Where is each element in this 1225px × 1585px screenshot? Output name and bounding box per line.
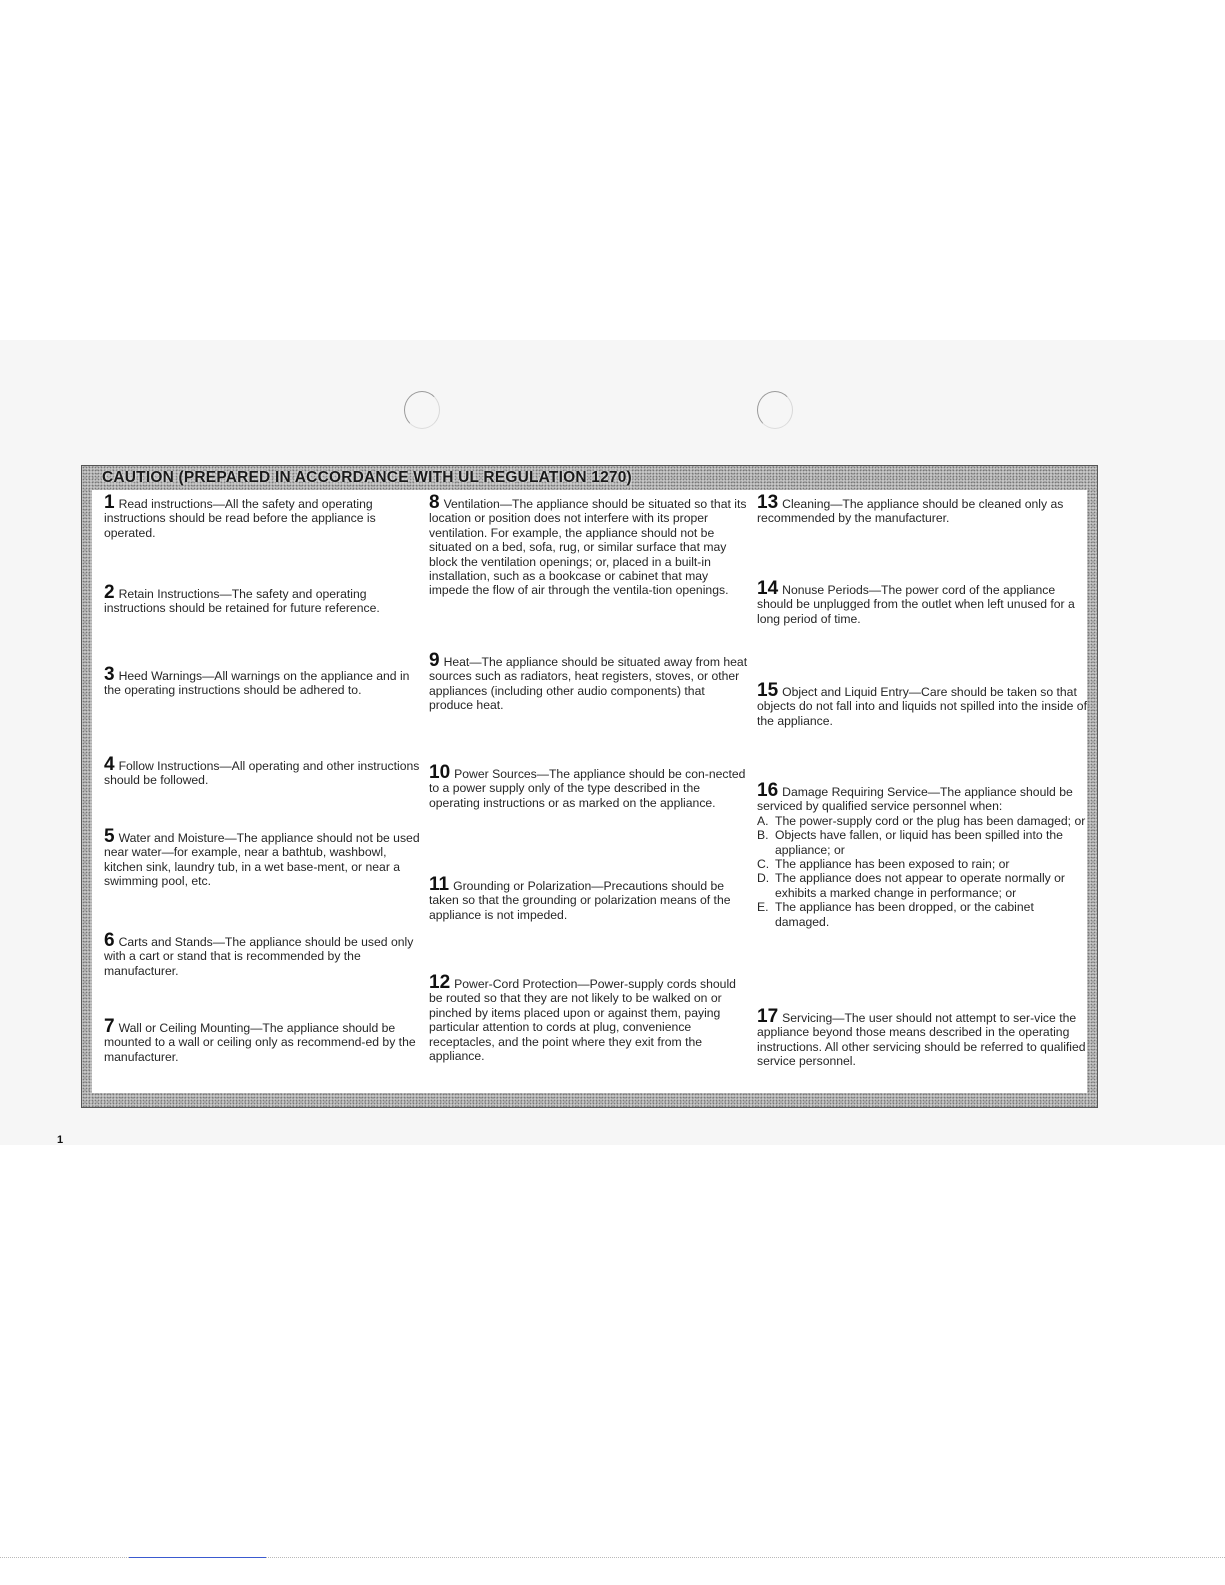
- caution-item-13: [757, 492, 1087, 526]
- item-number: 5: [104, 826, 115, 847]
- item-text: Retain Instructions—The safety and operating instructions should be retained for future reference.: [104, 587, 380, 616]
- subitem-a: [757, 814, 1087, 828]
- subitem-text: Objects have fallen, or liquid has been spilled into the appliance; or: [775, 828, 1063, 857]
- caution-body: [92, 490, 1087, 1093]
- item-number: 12: [429, 972, 451, 993]
- subitem-letter: A.: [757, 813, 769, 828]
- item-text: Damage Requiring Service—The appliance should be serviced by qualified service personnel when:: [757, 785, 1073, 814]
- caution-title: CAUTION (PREPARED IN ACCORDANCE WITH UL REGULATION 1270): [102, 469, 632, 486]
- item-number: 2: [104, 582, 115, 603]
- caution-item-1: [104, 492, 424, 540]
- caution-panel: [81, 465, 1098, 1108]
- page-number: 1: [57, 1134, 64, 1146]
- item-text: Read instructions—All the safety and operating instructions should be read before the appliance is operated.: [104, 497, 376, 540]
- subitem-text: The appliance does not appear to operate normally or exhibits a marked change in performance; or: [775, 871, 1065, 900]
- item-text: Carts and Stands—The appliance should be used only with a cart or stand that is recommended by the manufacturer.: [104, 935, 414, 978]
- caution-item-14: [757, 578, 1087, 626]
- caution-item-9: [429, 650, 749, 713]
- subitem-letter: C.: [757, 857, 770, 872]
- item-text: Servicing—The user should not attempt to ser-vice the appliance beyond those means described in the operating instructions. All other servicing should be referred to qualified service personnel.: [757, 1011, 1086, 1069]
- subitem-text: The appliance has been exposed to rain; or: [775, 857, 1010, 872]
- subitem-d: [757, 871, 1087, 900]
- subitem-c: [757, 857, 1087, 871]
- item-number: 14: [757, 578, 779, 599]
- item-number: 17: [757, 1006, 779, 1027]
- item-number: 13: [757, 492, 779, 513]
- item-text: Wall or Ceiling Mounting—The appliance should be mounted to a wall or ceiling only as recommend-ed by the manufacturer.: [104, 1021, 416, 1064]
- punch-hole-left: [404, 391, 440, 429]
- punch-hole-right: [757, 391, 793, 429]
- subitem-text: The power-supply cord or the plug has been damaged; or: [775, 813, 1086, 828]
- item-text: Object and Liquid Entry—Care should be taken so that objects do not fall into and liquids not spilled into the inside of the appliance.: [757, 685, 1087, 728]
- item-number: 4: [104, 754, 115, 775]
- subitem-text: The appliance has been dropped, or the cabinet damaged.: [775, 900, 1034, 929]
- item-number: 15: [757, 680, 779, 701]
- item-text: Heat—The appliance should be situated away from heat sources such as radiators, heat registers, stoves, or other appliances (including other audio components) that produce heat.: [429, 655, 748, 713]
- caution-item-2: [104, 582, 424, 616]
- bottom-underline-mark: [129, 1557, 266, 1558]
- item-text: Nonuse Periods—The power cord of the appliance should be unplugged from the outlet when left unused for a long period of time.: [757, 583, 1075, 626]
- item-number: 16: [757, 780, 779, 801]
- item-text: Power-Cord Protection—Power-supply cords should be routed so that they are not likely to be walked on or pinched by items placed upon or against them, paying particular attention to cords at plug, convenience receptacles, and the point where they exit from the appliance.: [429, 977, 736, 1064]
- item-number: 7: [104, 1016, 115, 1037]
- item-16-intro: [757, 780, 1087, 814]
- subitem-e: [757, 900, 1087, 929]
- item-text: Ventilation—The appliance should be situated so that its location or position does not interfere with its proper ventilation. For example, the appliance should not be situated on a bed, sofa, rug, or similar surface that may block the ventilation openings; or, placed in a built-in installation, such as a bookcase or cabinet that may impede the flow of air through the ventila-tion openings.: [429, 497, 747, 598]
- item-number: 9: [429, 650, 440, 671]
- item-number: 8: [429, 492, 440, 513]
- caution-item-15: [757, 680, 1087, 728]
- caution-item-5: [104, 826, 424, 889]
- item-text: Cleaning—The appliance should be cleaned only as recommended by the manufacturer.: [757, 497, 1064, 526]
- item-number: 3: [104, 664, 115, 685]
- item-text: Follow Instructions—All operating and other instructions should be followed.: [104, 759, 420, 788]
- caution-item-4: [104, 754, 424, 788]
- item-text: Water and Moisture—The appliance should not be used near water—for example, near a bathtub, washbowl, kitchen sink, laundry tub, in a wet base-ment, or near a swimming pool, etc.: [104, 831, 420, 889]
- caution-item-3: [104, 664, 424, 698]
- item-text: Heed Warnings—All warnings on the appliance and in the operating instructions should be adhered to.: [104, 669, 410, 698]
- caution-item-12: [429, 972, 749, 1064]
- item-number: 10: [429, 762, 451, 783]
- subitem-letter: B.: [757, 828, 769, 843]
- caution-item-8: [429, 492, 749, 598]
- subitem-letter: E.: [757, 900, 769, 915]
- caution-item-11: [429, 874, 749, 922]
- item-text: Grounding or Polarization—Precautions should be taken so that the grounding or polarization means of the appliance is not impeded.: [429, 879, 731, 922]
- item-text: Power Sources—The appliance should be con-nected to a power supply only of the type described in the operating instructions or as marked on the appliance.: [429, 767, 746, 810]
- item-number: 6: [104, 930, 115, 951]
- item-number: 1: [104, 492, 115, 513]
- caution-item-10: [429, 762, 749, 810]
- caution-item-7: [104, 1016, 424, 1064]
- caution-item-16: [757, 780, 1087, 929]
- item-number: 11: [429, 874, 450, 895]
- subitem-b: [757, 828, 1087, 857]
- subitem-letter: D.: [757, 871, 770, 886]
- caution-item-17: [757, 1006, 1087, 1069]
- caution-item-6: [104, 930, 424, 978]
